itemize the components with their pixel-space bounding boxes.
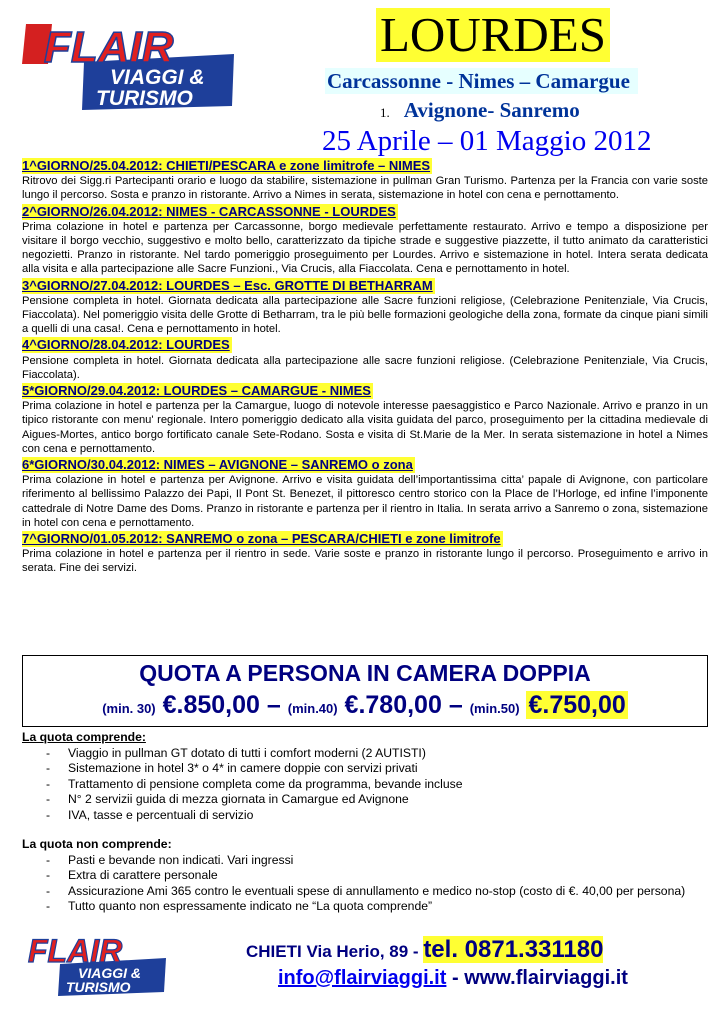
price-min-label: (min.40) [287, 701, 338, 716]
price-separator: – [448, 691, 463, 719]
day-description: Pensione completa in hotel. Giornata dedicata alla partecipazione alle Sacre funzioni religiose, (Celebrazione Penitenziale, Via Crucis, Fiaccolata). Nel pomeriggio visita delle Grotte di Betharram, tra le più belle formazioni geologiche della zona, formate da cinque piani simili a quelli di una casa!. Cena e pernottamento in hotel. [22, 294, 708, 336]
trip-dates: 25 Aprile – 01 Maggio 2012 [322, 125, 652, 157]
excludes-list [22, 853, 708, 915]
day-heading: 2^GIORNO/26.04.2012: NIMES - CARCASSONNE - LOURDES [22, 203, 396, 219]
includes-section [22, 730, 708, 823]
price-box [22, 655, 708, 727]
day-heading: 4^GIORNO/28.04.2012: LOURDES [22, 337, 230, 353]
day-4 [22, 337, 708, 382]
contact-line-address [246, 935, 603, 967]
flair-logo-bottom [26, 932, 172, 996]
list-item: - Tutto quanto non espressamente indicato ne “La quota comprende” [22, 899, 708, 915]
list-item: - Sistemazione in hotel 3* o 4* in camere doppie con servizi privati [22, 761, 708, 777]
day-1 [22, 158, 708, 203]
list-item: - IVA, tasse e percentuali di servizio [22, 808, 708, 824]
logo-word-turismo: TURISMO [66, 979, 131, 995]
day-heading: 7^GIORNO/01.05.2012: SANREMO o zona – PESCARA/CHIETI e zone limitrofe [22, 531, 501, 547]
logo-word-viaggi: VIAGGI & [110, 66, 205, 89]
excludes-section [22, 837, 708, 915]
day-6 [22, 457, 708, 530]
logo-word-flair: FLAIR [28, 933, 123, 969]
website-link[interactable]: www.flairviaggi.it [464, 967, 628, 989]
subtitle-route-2 [380, 97, 580, 126]
list-item: - Pasti e bevande non indicati. Vari ingressi [22, 853, 708, 869]
day-heading: 1^GIORNO/25.04.2012: CHIETI/PESCARA e zone limitrofe – NIMES [22, 158, 431, 173]
itinerary [22, 158, 708, 577]
flair-logo-top [22, 18, 237, 110]
list-item: - Assicurazione Ami 365 contro le eventuali spese di annullamento e medico no-stop (costo di €. 40,00 per persona) [22, 884, 708, 900]
day-heading: 5*GIORNO/29.04.2012: LOURDES – CAMARGUE - NIMES [22, 383, 371, 399]
price-box-title: QUOTA A PERSONA IN CAMERA DOPPIA [139, 660, 591, 686]
day-description: Pensione completa in hotel. Giornata dedicata alla partecipazione alle sacre funzioni religiose. (Celebrazione Penitenziale, Via Crucis, Fiaccolata). [22, 354, 708, 381]
day-7 [22, 531, 708, 576]
price-value: €.780,00 [344, 691, 442, 719]
day-5 [22, 383, 708, 456]
address-text: CHIETI Via Herio, 89 - [246, 942, 419, 961]
day-2 [22, 204, 708, 277]
includes-heading: La quota comprende: [22, 730, 146, 744]
page-title: LOURDES [376, 8, 610, 62]
day-description: Prima colazione in hotel e partenza per Carcassonne, borgo medievale perfettamente restaurato. Arrivo e tempo a disposizione per visitare il borgo vecchio, suggestivo e molto bello, caratterizzato da tipiche strade e suggestive piazzette, il tutto animato da caratteristici negozietti. Pranzo in ristorante. Nel tardo pomeriggio proseguimento per Lourdes. Arrivo e sistemazione in hotel. Intera serata dedicata alla visita e alla partecipazione alle Sacre Funzioni., Via Crucis, alla Fiaccolata. Cena e pernottamento in hotel. [22, 220, 708, 276]
day-3 [22, 278, 708, 337]
price-min-label: (min.50) [469, 701, 520, 716]
contact-separator: - [451, 967, 459, 989]
day-description: Prima colazione in hotel e partenza per la Camargue, luogo di notevole interesse paesaggistico e Parco Nazionale. Arrivo e pranzo in un tipico ristorante con menu' regionale. Intero pomeriggio dedicato alla visita guidata del parco, proseguimento per la cittadina medievale di Aigues-Mortes, antico borgo fortificato canale Sete-Rodano. Sosta e visita di St.Marie de la Mer. In serata sistemazione in hotel a Nimes con cena e pernottamento. [22, 400, 708, 455]
day-description: Prima colazione in hotel e partenza per il rientro in sede. Varie soste e pranzo in ristorante lungo il percorso. Proseguimento e arrivo in serata. Fine dei servizi. [22, 548, 708, 575]
subtitle-route-2-text: Avignone- Sanremo [403, 98, 580, 122]
day-description: Prima colazione in hotel e partenza per Avignone. Arrivo e visita guidata dell’importantissima citta’ papale di Avignone, con particolare riferimento al bellissimo Palazzo dei Papi, Il Pont St. Benezet, il pittoresco centro storico con la Place de l’Horloge, ed infine l’imponente cattedrale di Notre Dame des Doms. Pranzo in ristorante e partenza per il rientro in Italia. In serata arrivo a Sanremo o zona, sistemazione in hotel con cena e pernottamento. [22, 474, 708, 529]
price-value-highlight: €.750,00 [528, 691, 626, 719]
day-heading: 3^GIORNO/27.04.2012: LOURDES – Esc. GROTTE DI BETHARRAM [22, 277, 433, 293]
price-value: €.850,00 [162, 691, 260, 719]
logo-word-turismo: TURISMO [96, 87, 193, 110]
logo-word-viaggi: VIAGGI & [78, 965, 142, 981]
contact-line-web [278, 965, 628, 991]
price-list [23, 688, 707, 726]
subtitle-route-1: Carcassonne - Nimes – Camargue [325, 68, 638, 94]
day-heading: 6*GIORNO/30.04.2012: NIMES – AVIGNONE – SANREMO o zona [22, 457, 413, 473]
phone-number[interactable]: tel. 0871.331180 [423, 936, 604, 963]
day-description: Ritrovo dei Sigg.ri Partecipanti orario e luogo da stabilire, sistemazione in pullman Gran Turismo. Partenza per la Francia con varie soste lungo il percorso. Sosta e pranzo in ristorante. Arrivo a Nimes in serata, sistemazione in hotel con cena e pernottamento. [22, 175, 708, 202]
subtitle-list-number: 1. [380, 105, 390, 120]
list-item: - Trattamento di pensione completa come da programma, bevande incluse [22, 777, 708, 793]
excludes-heading: La quota non comprende: [22, 837, 172, 851]
list-item: - Viaggio in pullman GT dotato di tutti i comfort moderni (2 AUTISTI) [22, 746, 708, 762]
list-item: - N° 2 servizii guida di mezza giornata in Camargue ed Avignone [22, 792, 708, 808]
price-separator: – [266, 691, 281, 719]
includes-list [22, 746, 708, 824]
logo-word-flair: FLAIR [44, 23, 174, 72]
price-min-label: (min. 30) [102, 701, 156, 716]
list-item: - Extra di carattere personale [22, 868, 708, 884]
email-link[interactable]: info@flairviaggi.it [278, 967, 447, 989]
